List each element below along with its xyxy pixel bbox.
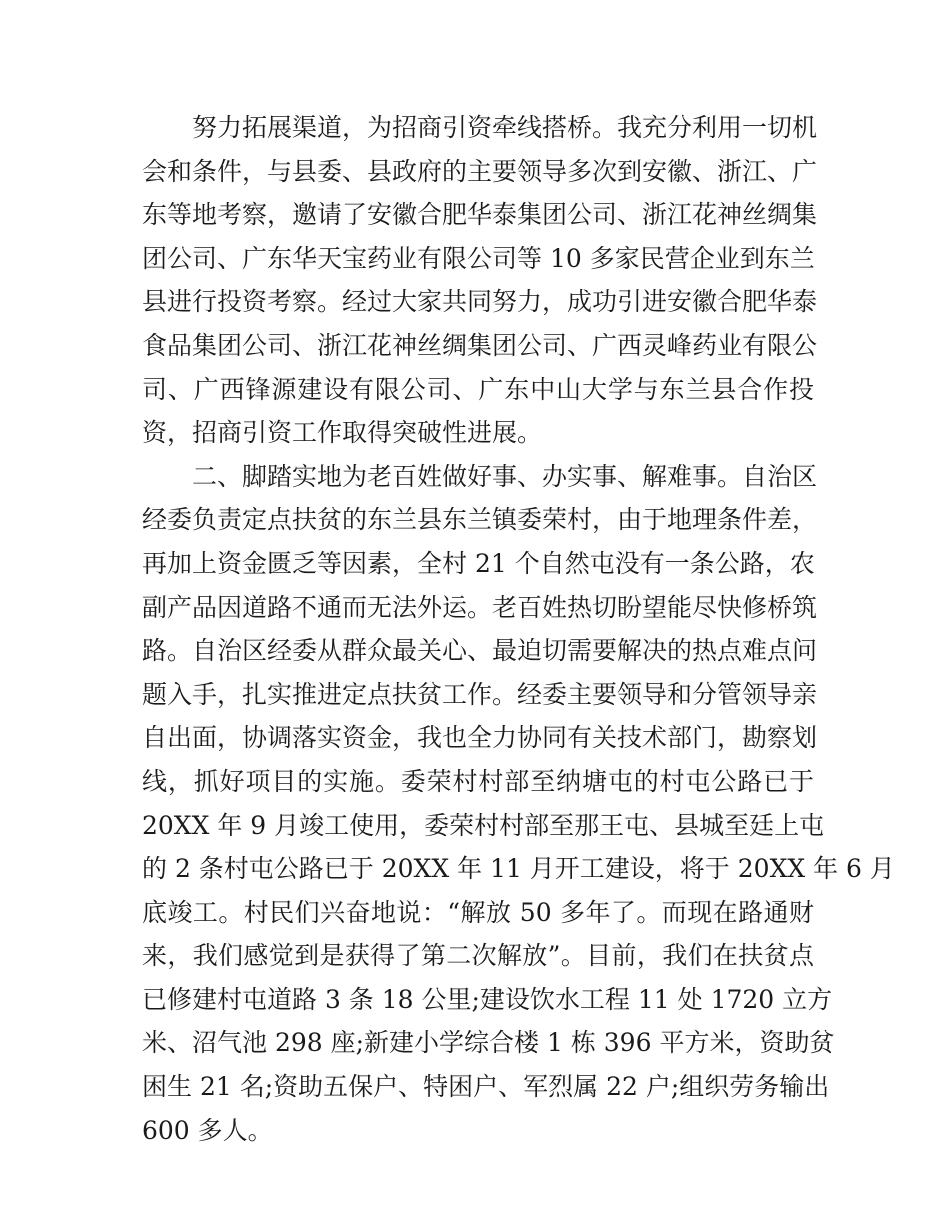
text-line: 会和条件，与县委、县政府的主要领导多次到安徽、浙江、广 (142, 156, 818, 186)
text-line: 自出面，协调落实资金，我也全力协同有关技术部门，勘察划 (142, 723, 818, 753)
text-line: 路。自治区经委从群众最关心、最迫切需要解决的热点难点问 (142, 636, 818, 666)
text-line: 司、广西锋源建设有限公司、广东中山大学与东兰县合作投 (142, 374, 814, 404)
text-line: 食品集团公司、浙江花神丝绸集团公司、广西灵峰药业有限公 (142, 330, 818, 360)
text-line: 的 2 条村屯公路已于 20XX 年 11 月开工建设，将于 20XX 年 6 月 (142, 854, 895, 884)
paragraph-poverty-relief (142, 455, 895, 1153)
text-line: 线，抓好项目的实施。委荣村村部至纳塘屯的村屯公路已于 (142, 766, 814, 796)
text-line: 二、脚踏实地为老百姓做好事、办实事、解难事。自治区 (192, 461, 818, 491)
text-line: 团公司、广东华天宝药业有限公司等 10 多家民营企业到东兰 (142, 243, 815, 273)
text-line: 困生 21 名;资助五保户、特困户、军烈属 22 户;组织劳务输出 (142, 1072, 830, 1102)
text-line: 米、沼气池 298 座;新建小学综合楼 1 栋 396 平方米，资助贫 (142, 1028, 835, 1058)
text-line: 东等地考察，邀请了安徽合肥华泰集团公司、浙江花神丝绸集 (142, 200, 818, 230)
text-line: 底竣工。村民们兴奋地说：“解放 50 多年了。而现在路通财 (142, 897, 814, 927)
text-line: 努力拓展渠道，为招商引资牵线搭桥。我充分利用一切机 (192, 113, 818, 142)
text-line: 资，招商引资工作取得突破性进展。 (142, 418, 543, 448)
text-line: 600 多人。 (142, 1115, 273, 1145)
text-line: 再加上资金匮乏等因素，全村 21 个自然屯没有一条公路，农 (142, 548, 815, 578)
text-line: 副产品因道路不通而无法外运。老百姓热切盼望能尽快修桥筑 (142, 592, 818, 622)
text-line: 来，我们感觉到是获得了第二次解放”。目前，我们在扶贫点 (142, 941, 814, 971)
document-body (142, 106, 895, 1152)
paragraph-investment (142, 106, 818, 455)
text-line: 已修建村屯道路 3 条 18 公里;建设饮水工程 11 处 1720 立方 (142, 984, 833, 1014)
text-line: 经委负责定点扶贫的东兰县东兰镇委荣村，由于地理条件差， (142, 505, 818, 535)
text-line: 题入手，扎实推进定点扶贫工作。经委主要领导和分管领导亲 (142, 679, 818, 709)
text-line: 县进行投资考察。经过大家共同努力，成功引进安徽合肥华泰 (142, 287, 818, 317)
text-line: 20XX 年 9 月竣工使用，委荣村村部至那王屯、县城至廷上屯 (142, 810, 825, 840)
